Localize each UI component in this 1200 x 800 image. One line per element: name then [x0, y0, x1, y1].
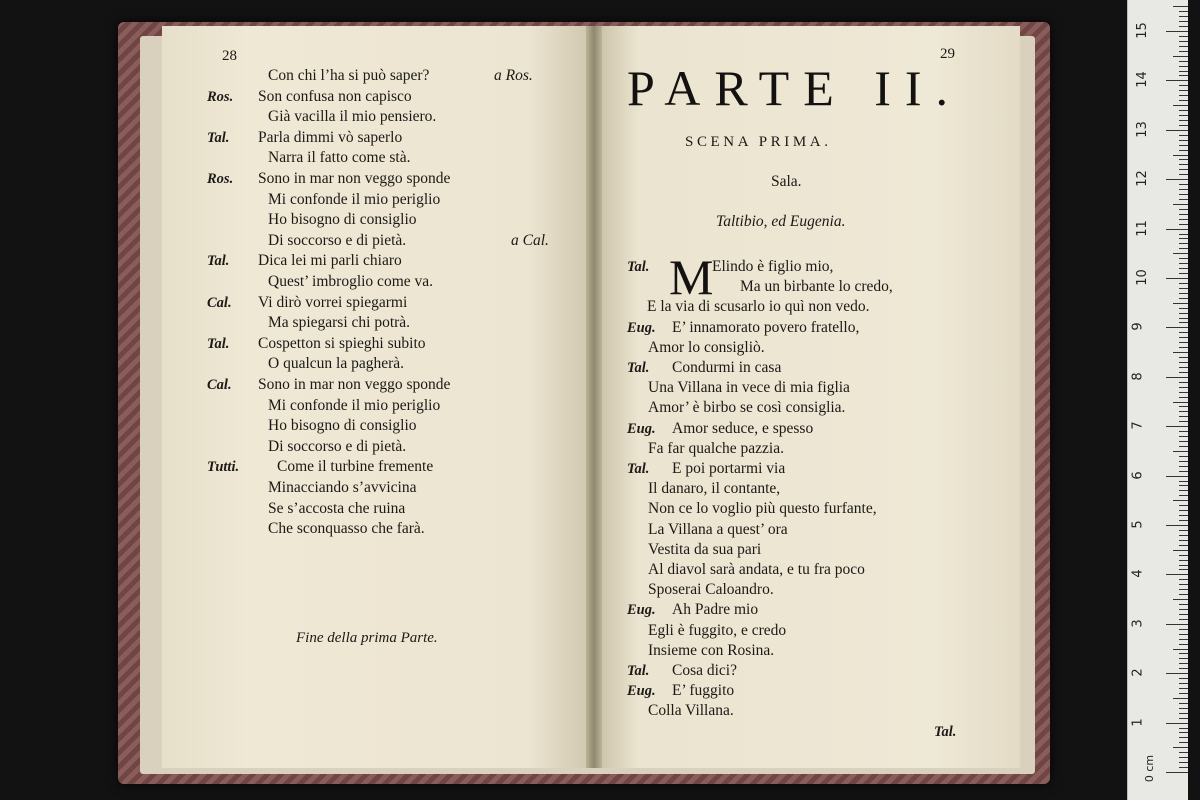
ruler-tick: [1179, 61, 1188, 62]
verse-line: Parla dimmi vò saperlo: [258, 129, 403, 146]
ruler-tick: [1179, 184, 1188, 185]
ruler-tick: [1179, 36, 1188, 37]
ruler-tick: [1173, 253, 1188, 254]
ruler-tick: [1179, 495, 1188, 496]
ruler-tick: [1173, 500, 1188, 501]
ruler-tick: [1179, 678, 1188, 679]
verse-line: Amor lo consigliò.: [648, 339, 765, 356]
ruler-tick: [1179, 466, 1188, 467]
ruler-tick: [1179, 387, 1188, 388]
verse-line: E’ fuggito: [672, 682, 735, 699]
ruler-tick: [1179, 421, 1188, 422]
ruler-tick: [1173, 451, 1188, 452]
ruler-tick: [1179, 308, 1188, 309]
ruler-tick: [1179, 248, 1188, 249]
ruler-tick: [1179, 224, 1188, 225]
ruler-number: 7: [1130, 421, 1146, 430]
scene-setting: Sala.: [771, 173, 802, 190]
ruler-tick: [1166, 278, 1188, 279]
ruler-number: 8: [1130, 372, 1146, 381]
ruler-tick: [1179, 540, 1188, 541]
ruler-tick: [1179, 66, 1188, 67]
verse-line: Dica lei mi parli chiaro: [258, 252, 402, 269]
speaker-label: Eug.: [627, 683, 656, 699]
part-title: PARTE II.: [627, 60, 963, 116]
ruler-number: 2: [1130, 668, 1146, 677]
verse-line: Ah Padre mio: [672, 601, 759, 618]
ruler-tick: [1166, 723, 1188, 724]
speaker-label: Cal.: [207, 377, 232, 393]
verse-line: Che sconquasso che farà.: [268, 520, 425, 537]
verse-line: Fa far qualche pazzia.: [648, 440, 784, 457]
speaker-label: Tal.: [207, 336, 230, 352]
ruler-number: 15: [1134, 22, 1150, 39]
verse-line: Ma un birbante lo credo,: [740, 278, 893, 295]
ruler-tick: [1179, 658, 1188, 659]
verse-line: Son confusa non capisco: [258, 88, 412, 105]
book-gutter: [586, 26, 602, 768]
ruler-number: 4: [1130, 569, 1146, 579]
ruler-tick: [1179, 362, 1188, 363]
verse-line: Vi dirò vorrei spiegarmi: [258, 294, 408, 311]
ruler-tick: [1173, 105, 1188, 106]
speaker-label: Tal.: [207, 130, 230, 146]
ruler-tick: [1179, 416, 1188, 417]
ruler-tick: [1179, 668, 1188, 669]
speaker-label: Eug.: [627, 421, 656, 437]
ruler-tick: [1179, 125, 1188, 126]
ruler-tick: [1179, 367, 1188, 368]
speaker-label: Ros.: [207, 89, 234, 105]
ruler-tick: [1179, 490, 1188, 491]
ruler-tick: [1179, 347, 1188, 348]
ruler-tick: [1179, 115, 1188, 116]
verse-line: Se s’accosta che ruina: [268, 500, 406, 517]
ruler-tick: [1179, 268, 1188, 269]
ruler-number: 14: [1134, 71, 1150, 89]
verse-line: Elindo è figlio mio,: [712, 258, 834, 275]
ruler-tick: [1179, 614, 1188, 615]
ruler-tick: [1179, 100, 1188, 101]
page-number-left: 28: [222, 48, 237, 64]
ruler-tick: [1179, 174, 1188, 175]
verse-line: Di soccorso e di pietà.: [268, 438, 407, 455]
ruler-tick: [1179, 530, 1188, 531]
ruler-tick: [1179, 589, 1188, 590]
ruler-tick: [1179, 535, 1188, 536]
speaker-label: Tal.: [627, 360, 650, 376]
ruler-tick: [1179, 485, 1188, 486]
ruler-tick: [1166, 80, 1188, 81]
ruler-tick: [1179, 234, 1188, 235]
verse-line: Al diavol sarà andata, e tu fra poco: [648, 561, 865, 578]
ruler-tick: [1166, 574, 1188, 575]
ruler-tick: [1166, 31, 1188, 32]
speaker-label: Ros.: [207, 171, 234, 187]
ruler-tick: [1179, 693, 1188, 694]
ruler-number: 6: [1130, 470, 1146, 480]
ruler-tick: [1179, 150, 1188, 151]
scene-heading: SCENA PRIMA.: [685, 134, 832, 150]
ruler-tick: [1179, 560, 1188, 561]
ruler-tick: [1179, 569, 1188, 570]
ruler-tick: [1166, 426, 1188, 427]
ruler-tick: [1179, 75, 1188, 76]
ruler-tick: [1166, 525, 1188, 526]
verse-line: Narra il fatto come stà.: [268, 149, 411, 166]
ruler-tick: [1179, 718, 1188, 719]
verse-line: Vestita da sua pari: [648, 541, 762, 558]
ruler-tick: [1179, 579, 1188, 580]
ruler-tick: [1179, 140, 1188, 141]
speaker-label: Tal.: [627, 461, 650, 477]
ruler-tick: [1179, 382, 1188, 383]
ruler-tick: [1179, 520, 1188, 521]
verse-line: Di soccorso e di pietà.: [268, 232, 407, 249]
ruler-tick: [1179, 258, 1188, 259]
ruler-tick: [1179, 708, 1188, 709]
ruler-tick: [1179, 318, 1188, 319]
measuring-ruler: [1127, 0, 1188, 800]
ruler-tick: [1179, 634, 1188, 635]
ruler-number: 11: [1134, 219, 1150, 237]
speaker-label: Tal.: [627, 663, 650, 679]
speaker-label: Tal.: [627, 259, 650, 275]
ruler-tick: [1173, 56, 1188, 57]
ruler-tick: [1179, 713, 1188, 714]
ruler-tick: [1179, 406, 1188, 407]
verse-line: Colla Villana.: [648, 702, 734, 719]
ruler-tick: [1173, 204, 1188, 205]
ruler-tick: [1179, 683, 1188, 684]
ruler-tick: [1179, 644, 1188, 645]
ruler-tick: [1179, 456, 1188, 457]
verse-line: Minacciando s’avvicina: [268, 479, 417, 496]
ruler-number: 13: [1134, 121, 1150, 138]
ruler-number: 12: [1134, 170, 1150, 187]
ruler-tick: [1179, 653, 1188, 654]
verse-line: Amor seduce, e spesso: [672, 420, 814, 437]
ruler-tick: [1166, 476, 1188, 477]
speaker-label: Eug.: [627, 320, 656, 336]
verse-line: Già vacilla il mio pensiero.: [268, 108, 437, 125]
ruler-tick: [1179, 584, 1188, 585]
ruler-tick: [1179, 145, 1188, 146]
ruler-tick: [1179, 609, 1188, 610]
ruler-tick: [1166, 624, 1188, 625]
ruler-tick: [1179, 471, 1188, 472]
page-number-right: 29: [940, 46, 955, 62]
ruler-tick: [1179, 159, 1188, 160]
ruler-tick: [1179, 169, 1188, 170]
stage-aside: a Cal.: [511, 232, 549, 249]
ruler-tick: [1179, 21, 1188, 22]
ruler-tick: [1179, 71, 1188, 72]
ruler-tick: [1179, 663, 1188, 664]
ruler-tick: [1179, 436, 1188, 437]
verse-line: Condurmi in casa: [672, 359, 782, 376]
ruler-tick: [1179, 604, 1188, 605]
ruler-tick: [1179, 372, 1188, 373]
verse-line: Ho bisogno di consiglio: [268, 211, 417, 228]
verse-line: Egli è fuggito, e credo: [648, 622, 787, 639]
ruler-tick: [1179, 342, 1188, 343]
ruler-tick: [1173, 747, 1188, 748]
verse-line: Mi confonde il mio periglio: [268, 191, 441, 208]
verse-line: Come il turbine fremente: [277, 458, 434, 475]
ruler-tick: [1166, 130, 1188, 131]
ruler-tick: [1179, 545, 1188, 546]
verse-line: Una Villana in vece di mia figlia: [648, 379, 850, 396]
ruler-tick: [1179, 238, 1188, 239]
verse-line: Sono in mar non veggo sponde: [258, 170, 451, 187]
verse-line: Sono in mar non veggo sponde: [258, 376, 451, 393]
verse-line: Insieme con Rosina.: [648, 642, 775, 659]
verse-line: E la via di scusarlo io quì non vedo.: [647, 298, 870, 315]
speaker-label: Tutti.: [207, 459, 240, 475]
speaker-label: Eug.: [627, 602, 656, 618]
ruler-tick: [1173, 402, 1188, 403]
ruler-tick: [1179, 762, 1188, 763]
ruler-tick: [1179, 41, 1188, 42]
verse-line: E’ innamorato povero fratello,: [672, 319, 860, 336]
ruler-tick: [1179, 288, 1188, 289]
ruler-tick: [1173, 550, 1188, 551]
stage-aside: a Ros.: [494, 67, 533, 84]
ruler-tick: [1179, 85, 1188, 86]
ruler-tick: [1179, 164, 1188, 165]
verse-line: Con chi l’ha si può saper?: [268, 67, 430, 84]
ruler-tick: [1179, 752, 1188, 753]
ruler-tick: [1166, 673, 1188, 674]
verse-line: Quest’ imbroglio come va.: [268, 273, 434, 290]
ruler-tick: [1179, 565, 1188, 566]
ruler-tick: [1179, 26, 1188, 27]
ruler-tick: [1179, 51, 1188, 52]
ruler-tick: [1179, 219, 1188, 220]
ruler-tick: [1166, 229, 1188, 230]
scene-characters: Taltibio, ed Eugenia.: [716, 213, 846, 230]
ruler-tick: [1179, 639, 1188, 640]
ruler-tick: [1179, 199, 1188, 200]
ruler-number: 1: [1130, 717, 1146, 727]
ruler-tick: [1179, 263, 1188, 264]
verse-line: Il danaro, il contante,: [648, 480, 781, 497]
ruler-tick: [1179, 594, 1188, 595]
speaker-label: Cal.: [207, 295, 232, 311]
ruler-tick: [1179, 332, 1188, 333]
ruler-tick: [1179, 742, 1188, 743]
ruler-tick: [1179, 446, 1188, 447]
ruler-tick: [1173, 352, 1188, 353]
ruler-tick: [1179, 757, 1188, 758]
ruler-tick: [1179, 135, 1188, 136]
verse-line: O qualcun la pagherà.: [268, 355, 404, 372]
ruler-tick: [1166, 179, 1188, 180]
ruler-tick: [1179, 283, 1188, 284]
ruler-tick: [1179, 46, 1188, 47]
ruler-tick: [1173, 155, 1188, 156]
verse-line: Ho bisogno di consiglio: [268, 417, 417, 434]
ruler-tick: [1179, 90, 1188, 91]
ruler-tick: [1179, 214, 1188, 215]
ruler-tick: [1179, 209, 1188, 210]
ruler-zero-label: 0 cm: [1143, 754, 1157, 783]
ruler-tick: [1179, 688, 1188, 689]
ruler-tick: [1179, 732, 1188, 733]
closing-line: Fine della prima Parte.: [296, 630, 438, 646]
ruler-tick: [1179, 293, 1188, 294]
ruler-tick: [1179, 397, 1188, 398]
ruler-tick: [1179, 737, 1188, 738]
ruler-tick: [1179, 392, 1188, 393]
ruler-tick: [1179, 298, 1188, 299]
verse-line: E poi portarmi via: [672, 460, 786, 477]
ruler-tick: [1173, 599, 1188, 600]
ruler-tick: [1179, 481, 1188, 482]
ruler-tick: [1179, 441, 1188, 442]
ruler-tick: [1179, 357, 1188, 358]
ruler-tick: [1173, 698, 1188, 699]
ruler-tick: [1166, 772, 1188, 773]
ruler-tick: [1173, 649, 1188, 650]
ruler-tick: [1179, 95, 1188, 96]
catchword: Tal.: [934, 724, 957, 740]
ruler-number: 9: [1130, 322, 1146, 332]
ruler-tick: [1173, 6, 1188, 7]
ruler-tick: [1179, 515, 1188, 516]
verse-line: Cospetton si spieghi subito: [258, 335, 426, 352]
ruler-tick: [1179, 16, 1188, 17]
ruler-tick: [1179, 510, 1188, 511]
ruler-tick: [1179, 619, 1188, 620]
verse-line: Mi confonde il mio periglio: [268, 397, 441, 414]
ruler-tick: [1179, 11, 1188, 12]
ruler-tick: [1179, 461, 1188, 462]
ruler-tick: [1179, 313, 1188, 314]
verse-line: Non ce lo voglio più questo furfante,: [648, 500, 877, 517]
ruler-tick: [1179, 728, 1188, 729]
ruler-tick: [1166, 327, 1188, 328]
ruler-tick: [1179, 337, 1188, 338]
ruler-number: 5: [1130, 520, 1146, 529]
ruler-number: 3: [1130, 619, 1146, 628]
ruler-tick: [1179, 703, 1188, 704]
verse-line: Ma spiegarsi chi potrà.: [268, 314, 411, 331]
ruler-tick: [1179, 767, 1188, 768]
ruler-tick: [1179, 431, 1188, 432]
ruler-tick: [1179, 194, 1188, 195]
ruler-tick: [1179, 120, 1188, 121]
verse-line: Amor’ è birbo se così consiglia.: [648, 399, 846, 416]
ruler-tick: [1179, 243, 1188, 244]
ruler-number: 10: [1134, 269, 1150, 286]
speaker-label: Tal.: [207, 253, 230, 269]
ruler-tick: [1179, 273, 1188, 274]
ruler-tick: [1179, 110, 1188, 111]
ruler-tick: [1179, 505, 1188, 506]
verse-line: Sposerai Caloandro.: [648, 581, 774, 598]
ruler-tick: [1179, 322, 1188, 323]
drop-cap: M: [669, 249, 714, 305]
ruler-tick: [1179, 629, 1188, 630]
ruler-tick: [1173, 303, 1188, 304]
verse-line: Cosa dici?: [672, 662, 737, 679]
ruler-tick: [1179, 189, 1188, 190]
verse-line: La Villana a quest’ ora: [648, 521, 788, 538]
ruler-tick: [1166, 377, 1188, 378]
ruler-tick: [1179, 411, 1188, 412]
ruler-tick: [1179, 555, 1188, 556]
